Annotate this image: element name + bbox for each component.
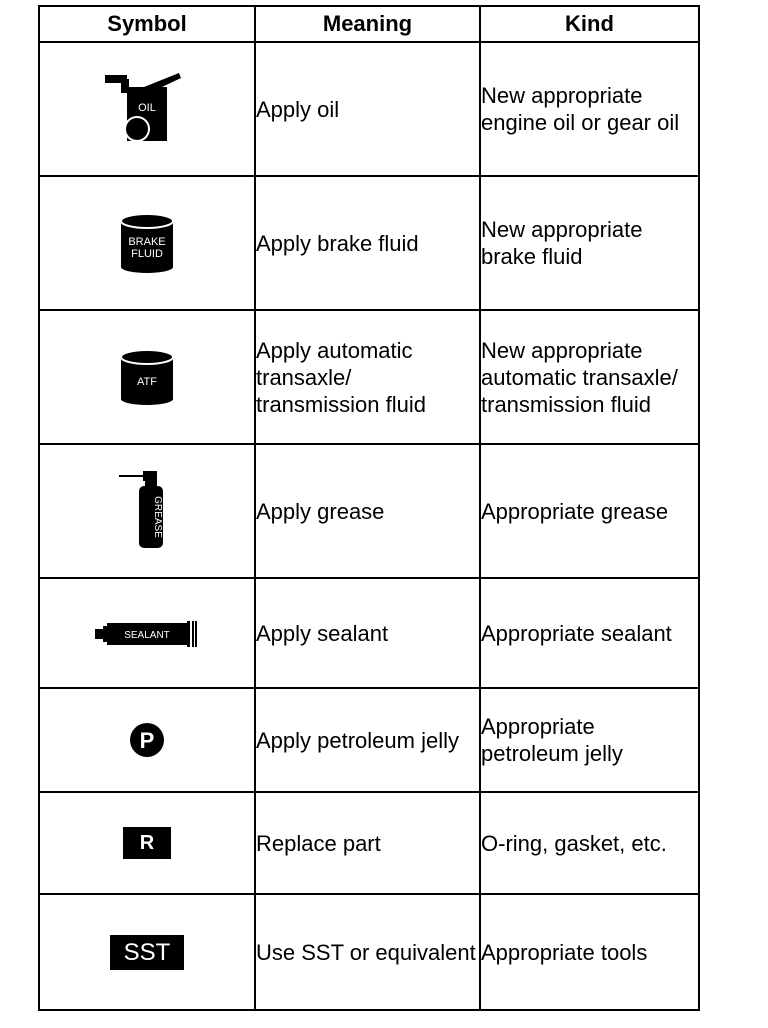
kind-cell <box>480 578 699 688</box>
table-row <box>39 444 699 578</box>
meaning-cell <box>255 444 480 578</box>
symbol-cell <box>39 792 255 894</box>
meaning-text: Apply petroleum jelly <box>256 727 459 753</box>
symbol-legend-table <box>38 5 700 1011</box>
meaning-cell <box>255 310 480 444</box>
symbol-cell <box>39 42 255 176</box>
meaning-text: Apply automatic transaxle/ transmission fluid <box>256 337 426 417</box>
meaning-text: Replace part <box>256 830 381 856</box>
table-row <box>39 42 699 176</box>
table-row <box>39 176 699 310</box>
meaning-text: Use SST or equivalent <box>256 939 476 965</box>
p-label: P <box>139 728 155 753</box>
symbol-cell <box>39 894 255 1010</box>
table-row <box>39 792 699 894</box>
kind-cell <box>480 894 699 1010</box>
kind-text: Appropriate sealant <box>481 620 672 646</box>
meaning-cell <box>255 894 480 1010</box>
kind-text: New appropriate brake fluid <box>481 217 643 269</box>
symbol-cell <box>39 176 255 310</box>
meaning-cell <box>255 792 480 894</box>
table-row <box>39 578 699 688</box>
kind-cell <box>480 688 699 792</box>
meaning-text: Apply brake fluid <box>256 230 419 256</box>
header-row <box>39 6 699 42</box>
kind-cell <box>480 792 699 894</box>
header-kind: Kind <box>480 6 699 42</box>
grease-spray-can-icon <box>117 469 177 553</box>
header-meaning: Meaning <box>255 6 480 42</box>
meaning-cell <box>255 688 480 792</box>
symbol-cell <box>39 310 255 444</box>
table-row <box>39 310 699 444</box>
oil-label: OIL <box>138 102 156 114</box>
kind-text: Appropriate petroleum jelly <box>481 714 623 766</box>
symbol-cell <box>39 688 255 792</box>
table-row <box>39 688 699 792</box>
meaning-cell <box>255 578 480 688</box>
brake-label-1: BRAKE <box>128 236 166 248</box>
kind-text: New appropriate automatic transaxle/ transmission fluid <box>481 337 678 417</box>
table-row <box>39 894 699 1010</box>
sealant-tube-icon <box>95 620 199 648</box>
kind-text: New appropriate engine oil or gear oil <box>481 83 680 135</box>
kind-cell <box>480 176 699 310</box>
oil-can-icon <box>101 71 193 147</box>
replace-part-icon: R <box>123 827 171 859</box>
grease-label: GREASE <box>152 496 163 538</box>
sst-icon: SST <box>110 935 185 970</box>
brake-label-2: FLUID <box>131 248 163 260</box>
meaning-cell <box>255 42 480 176</box>
meaning-cell <box>255 176 480 310</box>
kind-text: Appropriate tools <box>481 939 648 965</box>
brake-fluid-can-icon <box>115 211 179 275</box>
sealant-label: SEALANT <box>124 629 170 641</box>
meaning-text: Apply oil <box>256 96 340 122</box>
meaning-text: Apply sealant <box>256 620 389 646</box>
kind-text: O-ring, gasket, etc. <box>481 830 667 856</box>
meaning-text: Apply grease <box>256 498 385 524</box>
kind-text: Appropriate grease <box>481 498 669 524</box>
header-symbol: Symbol <box>39 6 255 42</box>
symbol-cell <box>39 578 255 688</box>
atf-label: ATF <box>137 376 157 388</box>
symbol-cell <box>39 444 255 578</box>
petroleum-jelly-icon <box>129 722 165 758</box>
kind-cell <box>480 42 699 176</box>
kind-cell <box>480 310 699 444</box>
kind-cell <box>480 444 699 578</box>
atf-can-icon <box>115 345 179 409</box>
